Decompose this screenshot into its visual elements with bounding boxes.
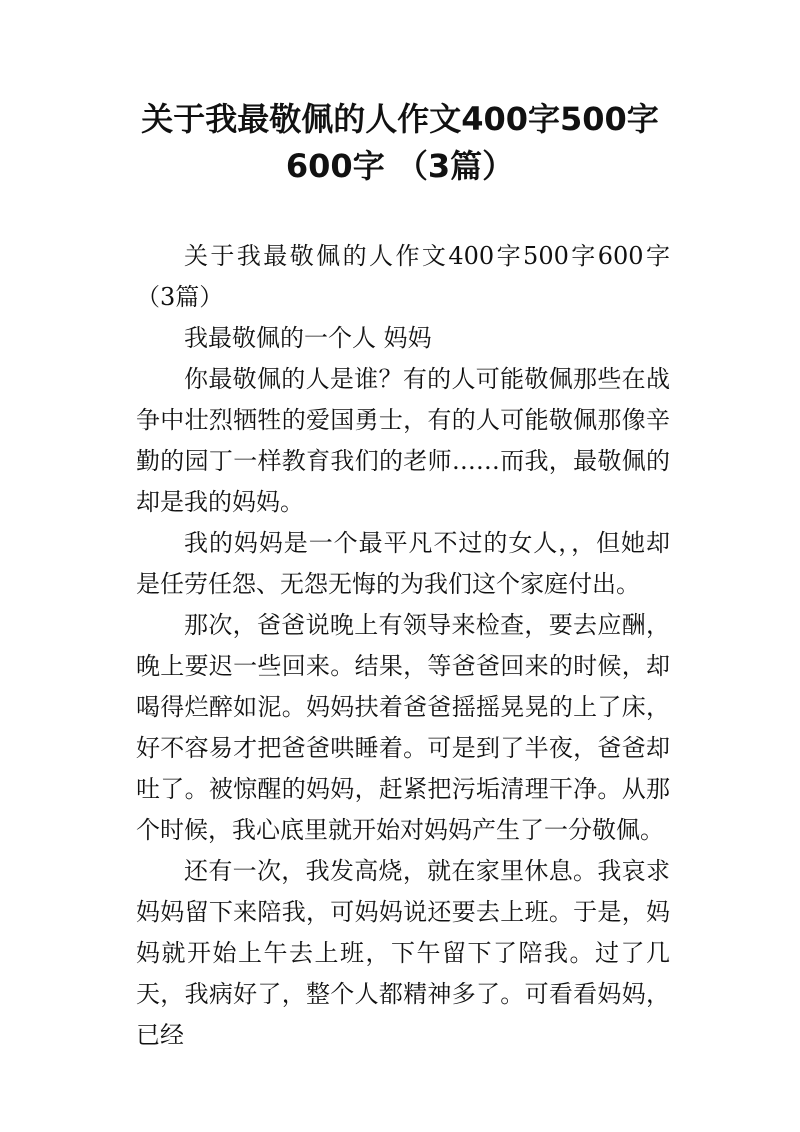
document-title-line-1: 关于我最敬佩的人作文400字500字 bbox=[141, 100, 659, 138]
body-paragraph: 你最敬佩的人是谁？有的人可能敬佩那些在战争中壮烈牺牲的爱国勇士，有的人可能敬佩那像辛勤的园丁一样教育我们的老师……而我，最敬佩的却是我的妈妈。 bbox=[136, 365, 670, 516]
body-paragraph: 那次，爸爸说晚上有领导来检查，要去应酬，晚上要迟一些回来。结果，等爸爸回来的时候，却喝得烂醉如泥。妈妈扶着爸爸摇摇晃晃的上了床，好不容易才把爸爸哄睡着。可是到了半夜，爸爸却吐了。被惊醒的妈妈，赶紧把污垢清理干净。从那个时候，我心底里就开始对妈妈产生了一分敬佩。 bbox=[136, 611, 670, 844]
document-title-line-2: 600字 （3篇） bbox=[285, 147, 515, 185]
body-paragraph: 我的妈妈是一个最平凡不过的女人，，但她却是任劳任怨、无怨无悔的为我们这个家庭付出。 bbox=[136, 529, 670, 598]
document-body bbox=[136, 236, 670, 1056]
body-paragraph-subtitle: 关于我最敬佩的人作文400字500字600字（3篇） bbox=[136, 242, 670, 311]
body-paragraph: 还有一次，我发高烧，就在家里休息。我哀求妈妈留下来陪我，可妈妈说还要去上班。于是，妈妈就开始上午去上班，下午留下了陪我。过了几天，我病好了，整个人都精神多了。可看看妈妈，已经 bbox=[136, 857, 670, 1049]
document-title bbox=[0, 96, 800, 190]
body-paragraph-heading: 我最敬佩的一个人 妈妈 bbox=[184, 324, 432, 352]
